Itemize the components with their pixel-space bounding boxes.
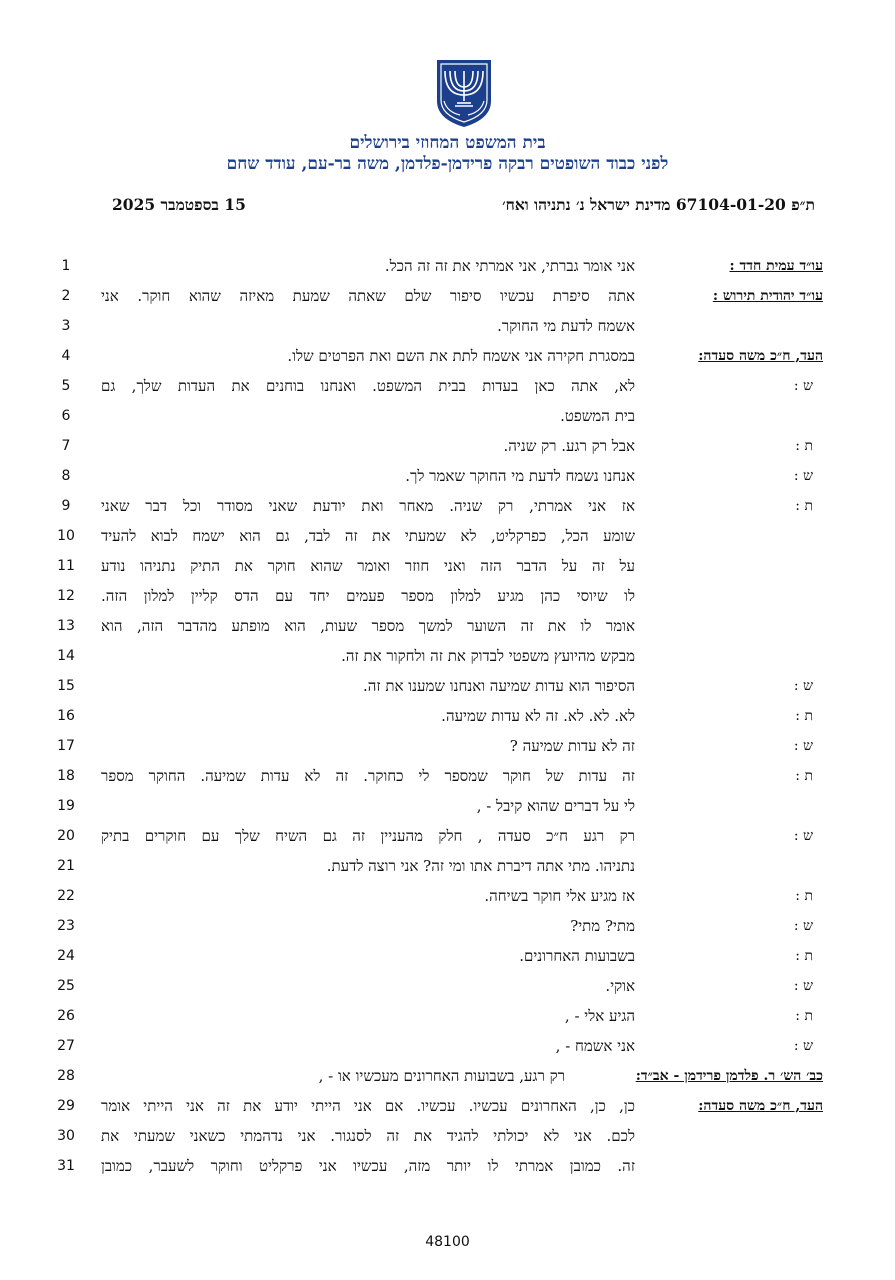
- line-number: 2: [61, 288, 71, 304]
- line-number: 25: [57, 978, 75, 994]
- speaker-label: ת :: [795, 498, 813, 514]
- transcript-line: [0, 1006, 895, 1036]
- transcript-line: [0, 346, 895, 376]
- transcript-text: זה לא עדות שמיעה ?: [509, 737, 635, 755]
- line-number: 6: [61, 408, 71, 424]
- line-number: 15: [57, 678, 75, 694]
- line-number: 11: [57, 558, 75, 574]
- speaker-label: ת :: [795, 768, 813, 784]
- transcript-line: [0, 436, 895, 466]
- line-number: 9: [61, 498, 71, 514]
- line-number: 20: [57, 828, 75, 844]
- line-number: 16: [57, 708, 75, 724]
- transcript-line: [0, 916, 895, 946]
- transcript-text: אני אומר גברתי, אני אמרתי את זה זה הכל.: [384, 257, 635, 275]
- transcript-text: במסגרת חקירה אני אשמח לתת את השם ואת הפרטים שלו.: [287, 347, 635, 365]
- transcript-line: [0, 1156, 895, 1186]
- transcript-text: לו שיוסי כהן מגיע למלון מספר פעמים יחד עם הדס קליין למלון הזה.: [101, 587, 635, 605]
- transcript-text: בית המשפט.: [560, 407, 635, 425]
- speaker-label: עו״ד עמית חדד :: [729, 258, 823, 274]
- speaker-label: ת :: [795, 888, 813, 904]
- transcript-line: [0, 556, 895, 586]
- line-number: 21: [57, 858, 75, 874]
- speaker-label: ש :: [793, 1038, 813, 1054]
- transcript-text: הסיפור הוא עדות שמיעה ואנחנו שמענו את זה.: [362, 677, 635, 695]
- transcript-text: לי על דברים שהוא קיבל - ,: [476, 797, 635, 815]
- line-number: 3: [61, 318, 71, 334]
- transcript-text: רק רגע, בשבועות האחרונים מעכשיו או - ,: [318, 1067, 565, 1085]
- transcript-text: אז אני אמרתי, רק שניה. מאחר ואת יודעת שאני מסודר וכל דבר שאני: [101, 497, 635, 515]
- transcript-text: אני אשמח - ,: [555, 1037, 635, 1055]
- speaker-label: ש :: [793, 918, 813, 934]
- transcript-line: [0, 706, 895, 736]
- transcript-line: [0, 286, 895, 316]
- transcript-line: [0, 766, 895, 796]
- line-number: 13: [57, 618, 75, 634]
- line-number: 17: [57, 738, 75, 754]
- transcript-text: זה עדות של חוקר שמספר לי כחוקר. זה לא עדות שמיעה. החוקר מספר: [101, 767, 635, 785]
- court-name: בית המשפט המחוזי בירושלים: [349, 133, 546, 153]
- transcript-line: [0, 406, 895, 436]
- transcript-line: [0, 586, 895, 616]
- transcript-line: [0, 616, 895, 646]
- line-number: 12: [57, 588, 75, 604]
- transcript-text: אשמח לדעת מי החוקר.: [497, 317, 635, 335]
- speaker-label: ת :: [795, 708, 813, 724]
- transcript-text: מתי? מתי?: [570, 917, 635, 935]
- line-number: 26: [57, 1008, 75, 1024]
- line-number: 10: [57, 528, 75, 544]
- line-number: 29: [57, 1098, 75, 1114]
- line-number: 1: [61, 258, 71, 274]
- case-number: ת״פ 67104-01-20 מדינת ישראל נ׳ נתניהו ואח׳: [502, 195, 815, 214]
- line-number: 27: [57, 1038, 75, 1054]
- speaker-label: ת :: [795, 948, 813, 964]
- transcript-line: [0, 496, 895, 526]
- transcript-text: אוקי.: [605, 977, 635, 995]
- transcript-text: אנחנו נשמח לדעת מי החוקר שאמר לך.: [405, 467, 635, 485]
- transcript-text: אבל רק רגע. רק שניה.: [503, 437, 635, 455]
- transcript-line: [0, 976, 895, 1006]
- transcript-line: [0, 1036, 895, 1066]
- judges-line: לפני כבוד השופטים רבקה פרידמן-פלדמן, משה בר-עם, עודד שחם: [226, 154, 669, 174]
- speaker-label: כב׳ הש׳ ר. פלדמן פרידמן - אב״ד:: [635, 1068, 823, 1084]
- line-number: 23: [57, 918, 75, 934]
- transcript-text: רק רגע ח״כ סעדה , חלק מהעניין זה גם השיח שלך עם חוקרים בתיק: [101, 827, 635, 845]
- line-number: 28: [57, 1068, 75, 1084]
- line-number: 31: [57, 1158, 75, 1174]
- line-number: 19: [57, 798, 75, 814]
- transcript-line: [0, 256, 895, 286]
- transcript-text: על זה על הדבר הזה ואני חוזר ואומר שהוא חוקר את התיק נתניהו נודע: [101, 557, 635, 575]
- state-emblem-menorah-icon: [433, 57, 495, 129]
- line-number: 30: [57, 1128, 75, 1144]
- transcript-text: לכם. אני לא יכולתי להגיד את זה לסנגור. אני נדהמתי כשאני שמעתי את: [101, 1127, 635, 1145]
- transcript-text: כן, כן, האחרונים עכשיו. עכשיו. אם אני הייתי יודע את זה אני הייתי אומר: [101, 1097, 635, 1115]
- speaker-label: ש :: [793, 678, 813, 694]
- speaker-label: ש :: [793, 378, 813, 394]
- transcript-text: הגיע אלי - ,: [564, 1007, 635, 1025]
- transcript-text: שומע הכל, כפרקליט, לא שמעתי את זה לבד, גם הוא ישמח לבוא להעיד: [101, 527, 635, 545]
- transcript-line: [0, 1066, 895, 1096]
- transcript-text: בשבועות האחרונים.: [519, 947, 635, 965]
- speaker-label: ש :: [793, 978, 813, 994]
- transcript-line: [0, 376, 895, 406]
- transcript-text: מבקש מהיועץ משפטי לבדוק את זה ולחקור את זה.: [341, 647, 635, 665]
- line-number: 4: [61, 348, 71, 364]
- line-number: 22: [57, 888, 75, 904]
- line-number: 18: [57, 768, 75, 784]
- line-number: 24: [57, 948, 75, 964]
- speaker-label: עו״ד יהודית תירוש :: [712, 288, 823, 304]
- speaker-label: ש :: [793, 828, 813, 844]
- transcript-line: [0, 826, 895, 856]
- transcript-line: [0, 796, 895, 826]
- transcript-text: זה. כמובן אמרתי לו יותר מזה, עכשיו אני פרקליט וחוקר לשעבר, כמובן: [101, 1157, 635, 1175]
- transcript-line: [0, 1096, 895, 1126]
- line-number: 5: [61, 378, 71, 394]
- transcript-line: [0, 646, 895, 676]
- transcript-text: אז מגיע אלי חוקר בשיחה.: [484, 887, 635, 905]
- transcript-text: אתה סיפרת עכשיו סיפור שלם שאתה שמעת מאיזה שהוא חוקר. אני: [101, 287, 635, 305]
- speaker-label: ש :: [793, 738, 813, 754]
- transcript-line: [0, 526, 895, 556]
- line-number: 8: [61, 468, 71, 484]
- transcript-line: [0, 736, 895, 766]
- transcript-line: [0, 676, 895, 706]
- transcript-line: [0, 856, 895, 886]
- transcript-line: [0, 946, 895, 976]
- hearing-date: 15 בספטמבר 2025: [112, 195, 246, 214]
- transcript-line: [0, 886, 895, 916]
- page-number: 48100: [425, 1234, 470, 1250]
- transcript-line: [0, 316, 895, 346]
- transcript-line: [0, 1126, 895, 1156]
- line-number: 7: [61, 438, 71, 454]
- speaker-label: ש :: [793, 468, 813, 484]
- transcript-text: לא. לא. לא. זה לא עדות שמיעה.: [441, 707, 635, 725]
- transcript-text: אומר לו את זה השוער למשך מספר שעות, הוא מופתע מהדבר הזה, הוא: [101, 617, 635, 635]
- speaker-label: העד, ח״כ משה סעדה:: [698, 1098, 823, 1114]
- line-number: 14: [57, 648, 75, 664]
- speaker-label: ת :: [795, 438, 813, 454]
- speaker-label: העד, ח״כ משה סעדה:: [698, 348, 823, 364]
- speaker-label: ת :: [795, 1008, 813, 1024]
- transcript-text: נתניהו. מתי אתה דיברת אתו ומי זה? אני רוצה לדעת.: [326, 857, 635, 875]
- transcript-text: לא, אתה כאן בעדות בבית המשפט. ואנחנו בוחנים את העדות שלך, גם: [101, 377, 635, 395]
- transcript-line: [0, 466, 895, 496]
